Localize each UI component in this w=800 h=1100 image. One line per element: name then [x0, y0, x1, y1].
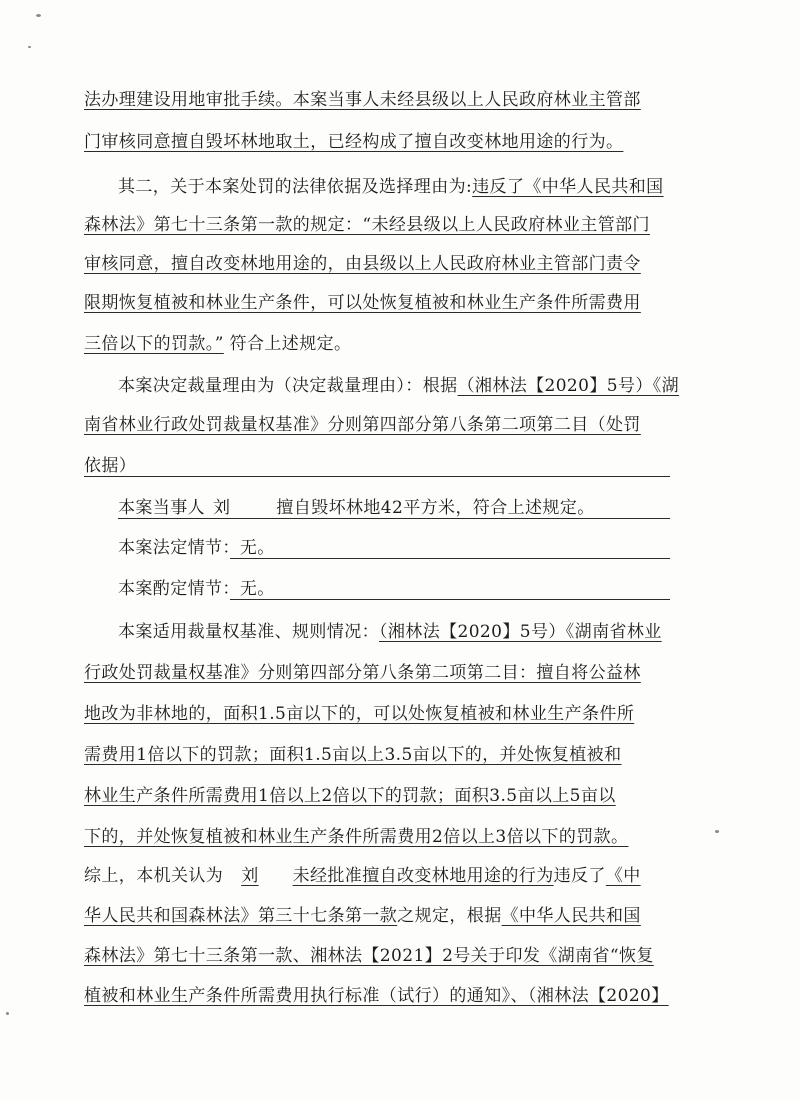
text-line: 行政处罚裁量权基准》分则第四部分第八条第二项第二目：擅自将公益林	[84, 663, 641, 683]
text-line: 南省林业行政处罚裁量权基准》分则第四部分第八条第二项第二目（处罚	[84, 415, 641, 435]
text-line: 下的，并处恢复植被和林业生产条件所需费用2倍以上3倍以下的罚款。	[84, 827, 629, 847]
underlined-span: 《中	[605, 866, 641, 886]
underlined-span: 未经批准擅自改变林地用途的行为	[292, 866, 554, 886]
underline-rule	[118, 518, 670, 519]
underlined-span: 三倍以下的罚款。”	[84, 334, 224, 354]
underline-rule	[230, 599, 670, 600]
text-line	[84, 332, 351, 356]
text-line	[84, 904, 641, 928]
underlined-span: 《中华人民共和国	[501, 906, 641, 926]
text-span: 其二，关于本案处罚的法律依据及选择理由为:	[118, 177, 473, 197]
text-line: 森林法》第七十三条第一款的规定：“未经县级以上人民政府林业主管部门	[84, 215, 650, 235]
underlined-span: （湘林法【2020】5号）《湖南省林业	[379, 622, 662, 642]
text-line	[118, 496, 595, 520]
text-line	[84, 454, 136, 478]
text-span: 本案法定情节：	[118, 538, 240, 558]
text-line	[118, 374, 679, 398]
text-span: 违反了	[553, 866, 606, 886]
text-line: 审核同意，擅自改变林地用途的，由县级以上人民政府林业主管部门责令	[84, 254, 641, 274]
text-span: 本案酌定情节：	[118, 579, 240, 599]
underlined-span: （湘林法【2020】5号）《湖	[457, 376, 680, 396]
text-span: 本案决定裁量理由为（决定裁量理由）：根据	[118, 376, 458, 396]
scan-speck	[715, 830, 719, 833]
underlined-span: 华人民共和国森林法》第三十七条第一款	[84, 906, 398, 926]
text-span: 本案当事人	[118, 498, 205, 518]
text-line: 地改为非林地的，面积1.5亩以下的，可以处恢复植被和林业生产条件所	[84, 704, 635, 724]
text-span: 擅自毁坏林地42平方米，符合上述规定。	[276, 498, 595, 518]
text-span: 本案适用裁量权基准、规则情况：	[118, 622, 379, 642]
scan-speck	[28, 46, 31, 48]
underlined-span: 违反了《中华人民共和国	[472, 177, 664, 197]
scan-speck	[36, 14, 41, 17]
text-line: 限期恢复植被和林业生产条件，可以处恢复植被和林业生产条件所需费用	[84, 293, 641, 313]
text-span: 综上，本机关认为	[84, 866, 224, 886]
text-span: 符合上述规定。	[229, 334, 352, 354]
text-line: 需费用1倍以下的罚款；面积1.5亩以上3.5亩以下的，并处恢复植被和	[84, 745, 622, 765]
text-line	[118, 620, 662, 644]
text-span: 无。	[239, 579, 275, 599]
text-line	[118, 536, 275, 560]
underline-rule	[84, 476, 670, 477]
name-span: 刘	[241, 866, 259, 886]
text-line: 法办理建设用地审批手续。本案当事人未经县级以上人民政府林业主管部	[84, 90, 641, 110]
text-line: 植被和林业生产条件所需费用执行标准（试行）的通知》、（湘林法【2020】	[84, 986, 669, 1006]
scan-speck	[6, 1012, 9, 1015]
text-line	[84, 864, 641, 888]
text-span: 无。	[239, 538, 275, 558]
underline-rule	[230, 558, 670, 559]
text-span: 之规定，根据	[397, 906, 502, 926]
text-line: 门审核同意擅自毁坏林地取土，已经构成了擅自改变林地用途的行为。	[84, 132, 624, 152]
text-line: 森林法》第七十三条第一款、湘林法【2021】2号关于印发《湖南省“恢复	[84, 946, 654, 966]
text-line	[118, 175, 664, 199]
text-line	[118, 577, 275, 601]
text-line: 林业生产条件所需费用1倍以上2倍以下的罚款；面积3.5亩以上5亩以	[84, 786, 616, 806]
name-span: 刘	[213, 498, 231, 518]
text-span: 依据）	[84, 456, 137, 476]
